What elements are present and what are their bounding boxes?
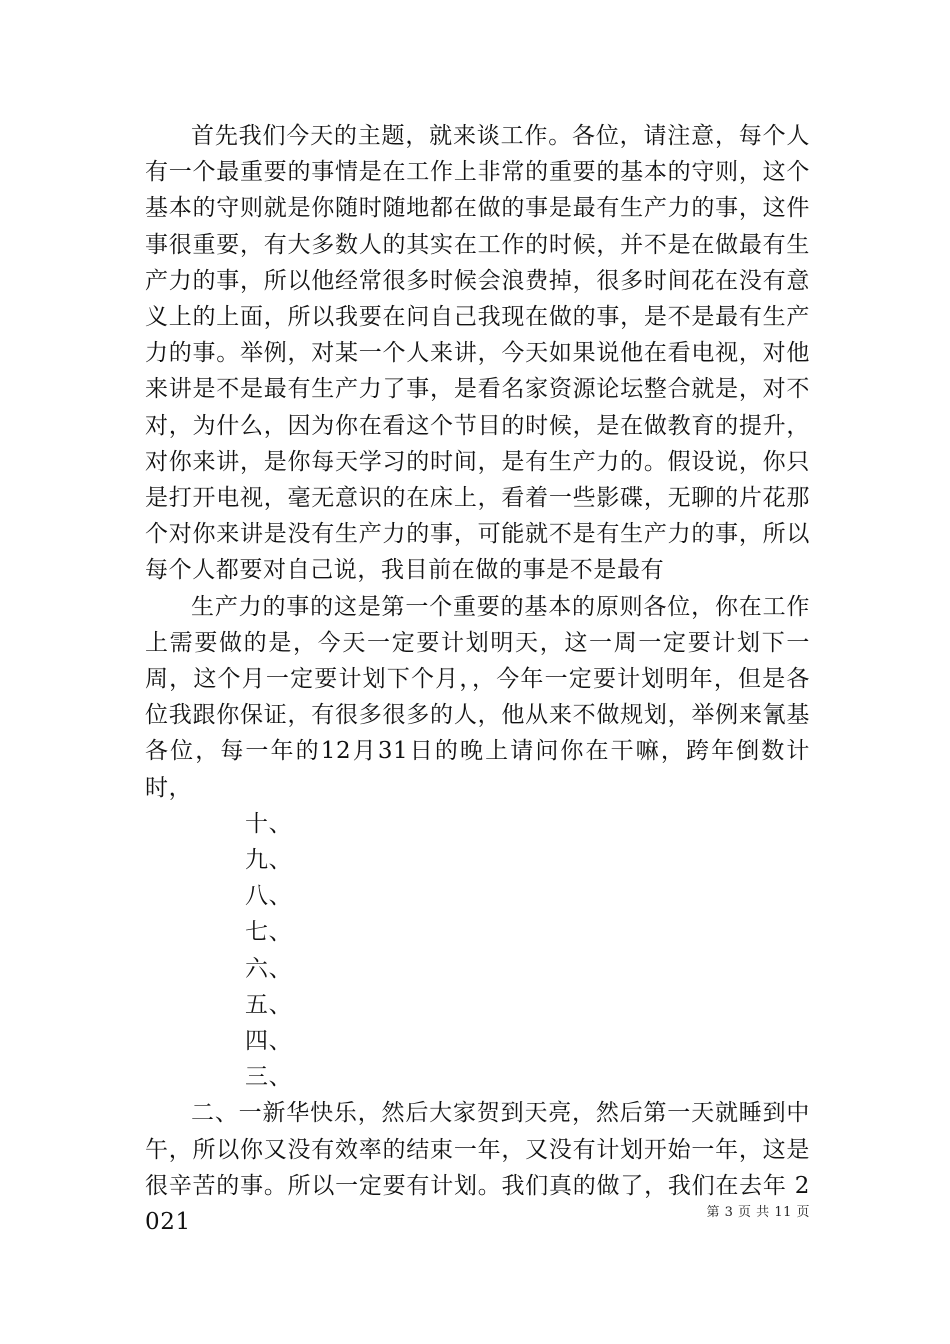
countdown-item: 六、 (245, 955, 293, 982)
countdown-item: 五、 (245, 991, 293, 1018)
countdown-item: 八、 (245, 883, 293, 910)
countdown-item: 九、 (245, 847, 293, 874)
countdown-item: 七、 (245, 919, 293, 946)
paragraph-3: 二、一新华快乐，然后大家贺到天亮，然后第一天就睡到中午，所以你又没有效率的结束一年，又没有计划开始一年，这是很辛苦的事。所以一定要有计划。我们真的做了，我们在去年 2021 (145, 1100, 810, 1236)
countdown-item: 三、 (245, 1064, 293, 1091)
countdown-item: 十、 (245, 810, 293, 837)
page-number: 第 3 页 共 11 页 (706, 1205, 810, 1220)
paragraph-2: 生产力的事的这是第一个重要的基本的原则各位，你在工作上需要做的是，今天一定要计划明天，这一周一定要计划下一周，这个月一定要计划下个月，，今年一定要计划明年，但是各位我跟你保证，有很多很多的人，他从来不做规划，举例来氰基各位，每一年的12月31日的晚上请问你在干嘛，跨年倒数计时， (145, 593, 810, 801)
paragraph-1: 首先我们今天的主题，就来谈工作。各位，请注意，每个人有一个最重要的事情是在工作上非常的重要的基本的守则，这个基本的守则就是你随时随地都在做的事是最有生产力的事，这件事很重要，有大多数人的其实在工作的时候，并不是在做最有生产力的事，所以他经常很多时候会浪费掉，很多时间花在没有意义上的上面，所以我要在问自己我现在做的事，是不是最有生产力的事。举例，对某一个人来讲，今天如果说他在看电视，对他来讲是不是最有生产力了事，是看名家资源论坛整合就是，对不对，为什么，因为你在看这个节目的时候，是在做教育的提升，对你来讲，是你每天学习的时间，是有生产力的。假设说，你只是打开电视，毫无意识的在床上，看着一些影碟，无聊的片花那个对你来讲是没有生产力的事，可能就不是有生产力的事，所以每个人都要对自己说，我目前在做的事是不是最有 (145, 123, 810, 584)
countdown-item: 四、 (245, 1028, 293, 1055)
document-body (145, 118, 810, 1240)
